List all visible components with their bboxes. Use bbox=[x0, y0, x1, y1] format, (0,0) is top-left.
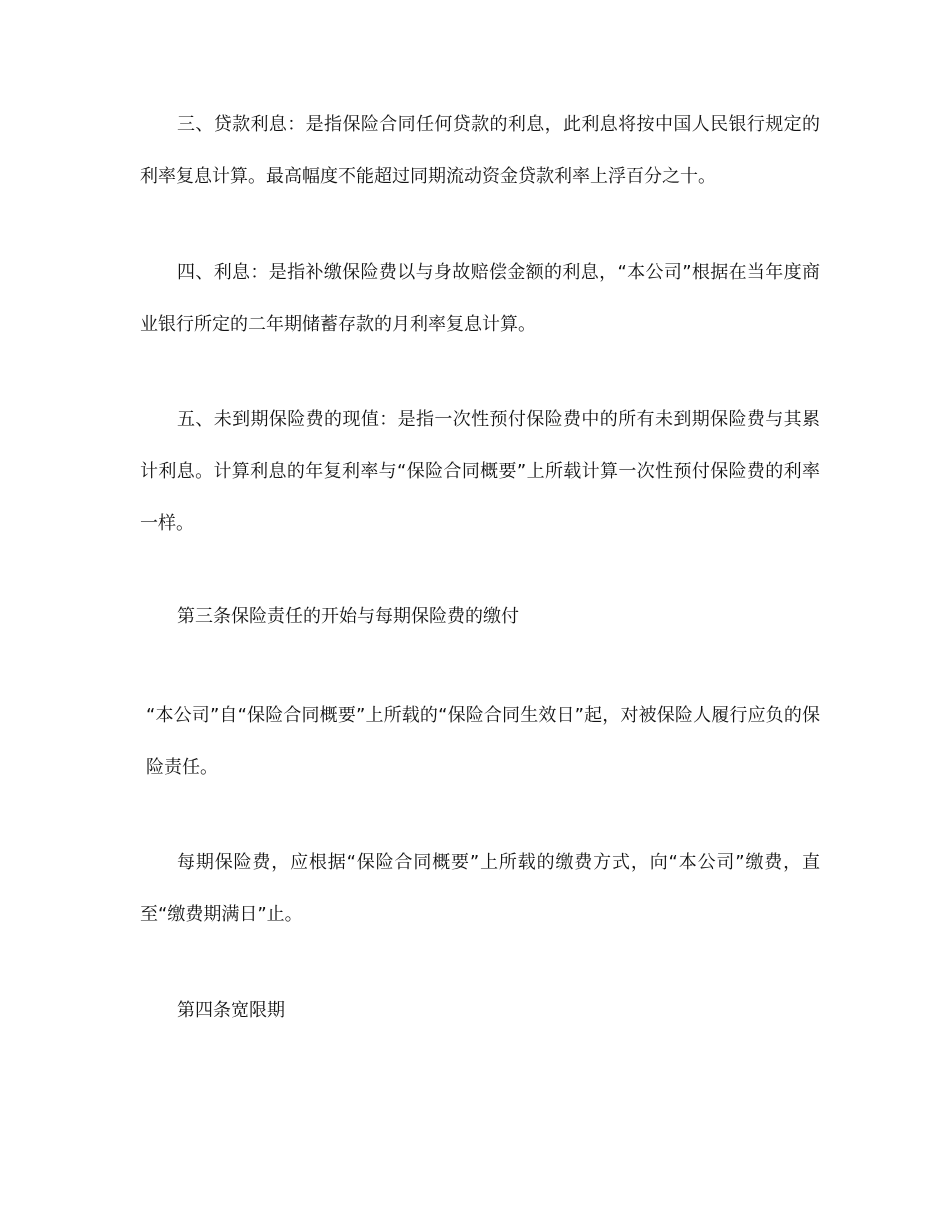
paragraph-liability-start: “本公司”自“保险合同概要”上所载的“保险合同生效日”起，对被保险人履行应负的保险责任。 bbox=[146, 705, 820, 778]
section-heading-article-3: 第三条保险责任的开始与每期保险费的缴付 bbox=[177, 606, 519, 627]
paragraph-premium-payment: 每期保险费，应根据“保险合同概要”上所载的缴费方式，向“本公司”缴费，直至“缴费期满日”止。 bbox=[140, 852, 820, 925]
paragraph-loan-interest: 三、贷款利息：是指保险合同任何贷款的利息，此利息将按中国人民银行规定的利率复息计算。最高幅度不能超过同期流动资金贷款利率上浮百分之十。 bbox=[140, 114, 820, 187]
paragraph-interest: 四、利息：是指补缴保险费以与身故赔偿金额的利息，“本公司”根据在当年度商业银行所定的二年期储蓄存款的月利率复息计算。 bbox=[140, 262, 820, 335]
paragraph-unexpired-premium: 五、未到期保险费的现值：是指一次性预付保险费中的所有未到期保险费与其累计利息。计算利息的年复利率与“保险合同概要”上所载计算一次性预付保险费的利率一样。 bbox=[140, 409, 820, 534]
section-heading-article-4: 第四条宽限期 bbox=[177, 1000, 285, 1021]
